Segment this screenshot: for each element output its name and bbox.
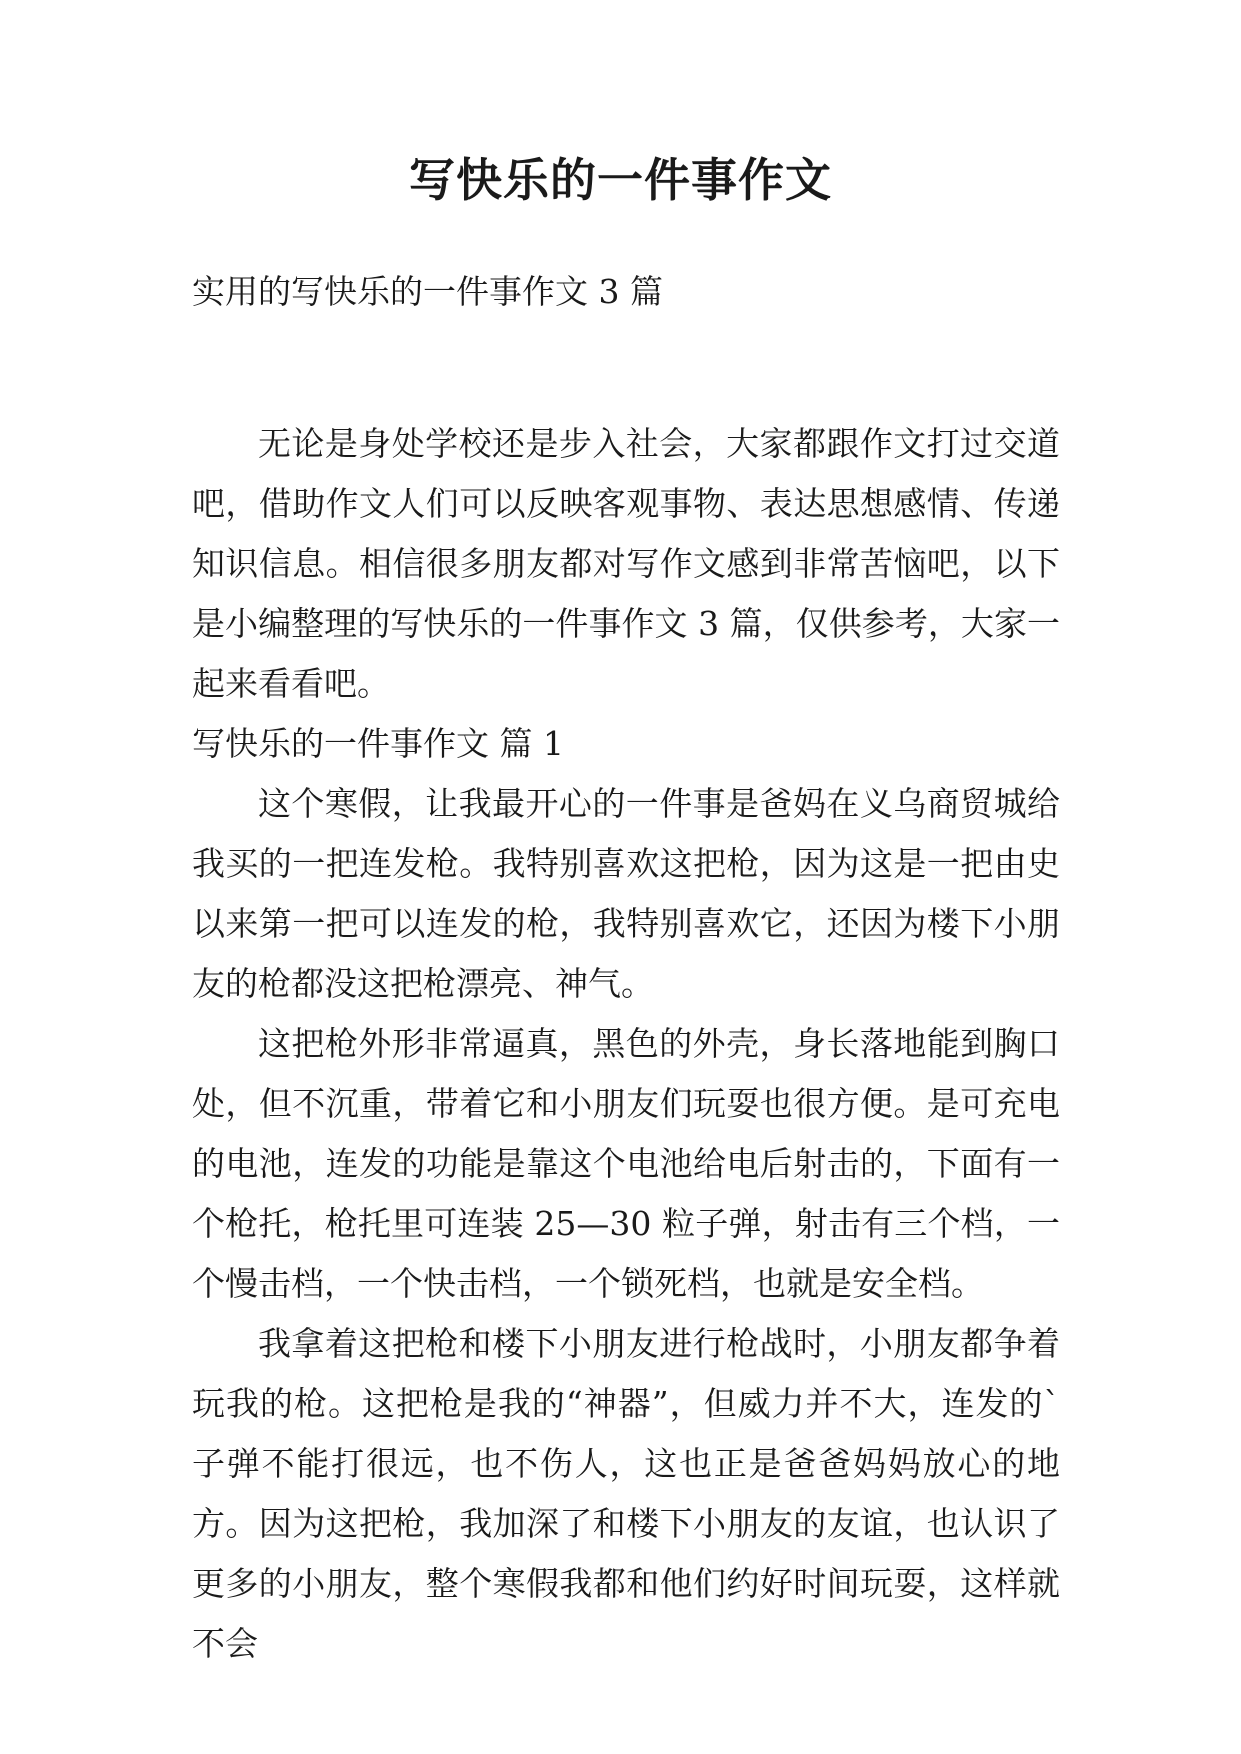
body-paragraph: 这个寒假，让我最开心的一件事是爸妈在义乌商贸城给我买的一把连发枪。我特别喜欢这把枪，因为这是一把由史以来第一把可以连发的枪，我特别喜欢它，还因为楼下小朋友的枪都没这把枪漂亮、神气。: [192, 784, 1060, 1003]
spacer: [192, 322, 1060, 414]
document-subtitle: 实用的写快乐的一件事作文 3 篇: [192, 272, 663, 311]
body-paragraph: 这把枪外形非常逼真，黑色的外壳，身长落地能到胸口处，但不沉重，带着它和小朋友们玩耍也很方便。是可充电的电池，连发的功能是靠这个电池给电后射击的，下面有一个枪托，枪托里可连装 25—30 粒子弹，射击有三个档，一个慢击档，一个快击档，一个锁死档，也就是安全档。: [192, 1024, 1060, 1303]
section-heading: 写快乐的一件事作文 篇 1: [192, 724, 564, 763]
document-body: [192, 262, 1060, 1674]
intro-paragraph: 无论是身处学校还是步入社会，大家都跟作文打过交道吧，借助作文人们可以反映客观事物、表达思想感情、传递知识信息。相信很多朋友都对写作文感到非常苦恼吧，以下是小编整理的写快乐的一件事作文 3 篇，仅供参考，大家一起来看看吧。: [192, 424, 1060, 703]
document-title: 写快乐的一件事作文: [409, 153, 832, 207]
body-paragraph: 我拿着这把枪和楼下小朋友进行枪战时，小朋友都争着玩我的枪。这把枪是我的“神器”，但威力并不大，连发的`子弹不能打很远，也不伤人，这也正是爸爸妈妈放心的地方。因为这把枪，我加深了和楼下小朋友的友谊，也认识了更多的小朋友，整个寒假我都和他们约好时间玩耍，这样就不会: [192, 1324, 1060, 1663]
